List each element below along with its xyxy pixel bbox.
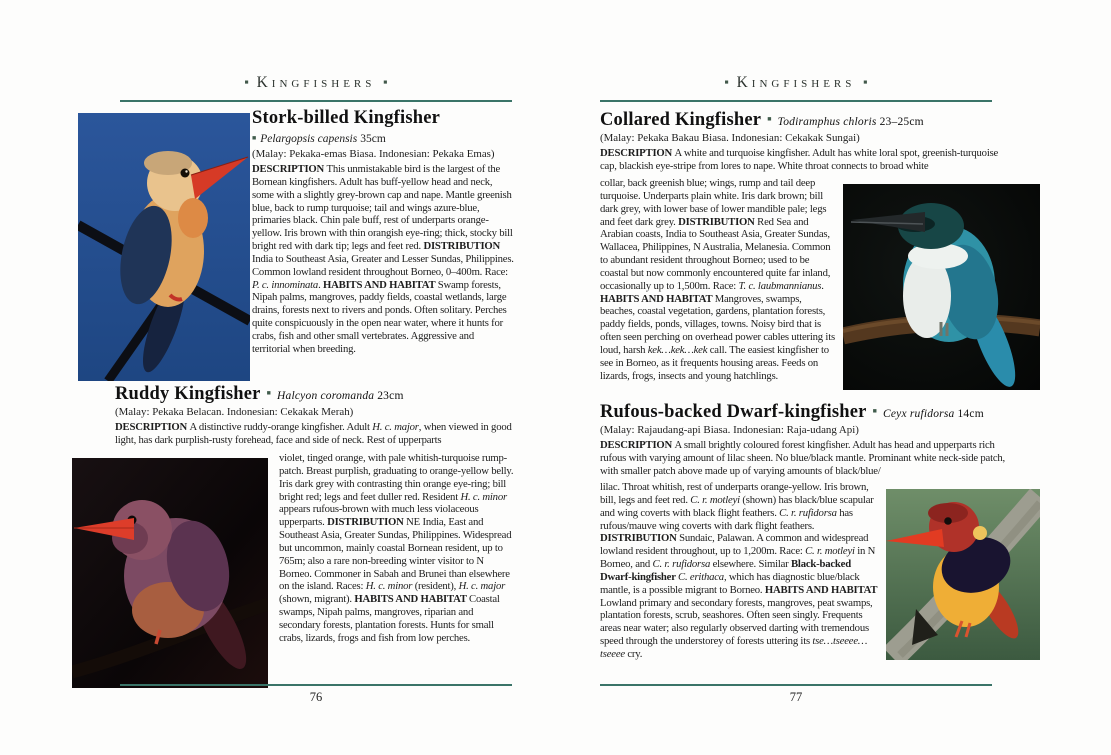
species-square-icon: ■ xyxy=(252,134,257,142)
collared-kingfisher-photo xyxy=(843,184,1040,390)
species-heading xyxy=(600,110,1014,131)
header-rule xyxy=(120,100,512,102)
species-description-continued: violet, tinged orange, with pale whitish-turquoise rump-patch. Breast purplish, graduating to orange-yellow belly. Iris dark grey with contrasting thin orange eye-ring; bill bright red; legs and feet duller red. Resident H. c. minor appears rufous-brown with much less violaceous upperparts. DISTRIBUTION NE India, East and Southeast Asia, Greater Sundas, Philippines. Widespread but uncommon, mainly coastal Bornean resident, up to 765m; also a rare non-breeding winter visitor to N Borneo. Commoner in Sabah and Brunei than elsewhere on the island. Races: H. c. minor (resident), H. c. major (shown, migrant). HABITS AND HABITAT Coastal swamps, Nipah palms, mangroves, riparian and secondary forests, plantation forests. Hunts for small crabs, lizards, frogs and fish from low perches. xyxy=(279,452,514,644)
running-header-title: Kingfishers xyxy=(256,74,376,91)
species-description-continued: lilac. Throat whitish, rest of underparts orange-yellow. Iris brown, bill, legs and feet red. C. r. motleyi (shown) has black/blue scapular and wing coverts with black flight feathers. C. r. rufidorsa has rufous/mauve wing coverts with dark flight feathers. DISTRIBUTION Sundaic, Palawan. A common and widespread lowland resident throughout, up to 1,200m. Race: C. r. motleyi in N Borneo, and C. r. rufidorsa elsewhere. Similar Black-backed Dwarf-kingfisher C. erithaca, which has diagnostic blue/black mantle, is a possible migrant to Borneo. HABITS AND HABITAT Lowland primary and secondary forests, mangroves, peat swamps, plantation forests, scrub, seashores. Often seen singly. Frequents areas near water; also regularly observed darting with tremendous speed through the understorey of forests uttering its tse…tseeee…tseeee cry. xyxy=(600,481,878,660)
species-entry-stork-billed xyxy=(252,108,514,356)
species-square-icon: ■ xyxy=(872,407,877,415)
running-header-left xyxy=(120,74,512,92)
species-description-intro: DESCRIPTION A white and turquoise kingfisher. Adult has white loral spot, greenish-turquoise cap, blackish eye-stripe from lores to nape. White throat connects to broad white xyxy=(600,147,999,172)
rufous-backed-dwarf-kingfisher-illustration xyxy=(886,489,1040,660)
species-entry-rufous-backed xyxy=(600,402,1014,478)
local-names: (Malay: Pekaka-emas Biasa. Indonesian: Pekaka Emas) xyxy=(252,148,495,160)
page-number: 77 xyxy=(789,690,803,704)
species-description-intro: DESCRIPTION A distinctive ruddy-orange kingfisher. Adult H. c. major, when viewed in good light, has dark purplish-rusty forehead, face and side of neck. Rest of upperparts xyxy=(115,421,512,446)
species-heading xyxy=(600,402,1014,423)
ruddy-kingfisher-illustration xyxy=(72,458,268,688)
species-size: 23–25cm xyxy=(879,116,924,128)
footer-rule xyxy=(600,684,992,686)
local-names: (Malay: Rajaudang-api Biasa. Indonesian: Raja-udang Api) xyxy=(600,424,859,436)
local-names: (Malay: Pekaka Bakau Biasa. Indonesian: Cekakak Sungai) xyxy=(600,132,860,144)
header-rule xyxy=(600,100,992,102)
scientific-name: Pelargopsis capensis xyxy=(260,133,358,145)
running-header-title: Kingfishers xyxy=(736,74,856,91)
header-square-icon: ■ xyxy=(724,79,729,86)
species-title: Stork-billed Kingfisher xyxy=(252,108,441,128)
scientific-name: Todiramphus chloris xyxy=(777,116,877,128)
species-title: Collared Kingfisher xyxy=(600,110,762,130)
scientific-name: Halcyon coromanda xyxy=(277,390,375,402)
scientific-name: Ceyx rufidorsa xyxy=(883,408,955,420)
species-title: Rufous-backed Dwarf-kingfisher xyxy=(600,402,867,422)
species-size: 23cm xyxy=(377,390,404,402)
ruddy-kingfisher-photo xyxy=(72,458,268,688)
stork-billed-kingfisher-illustration xyxy=(78,113,250,381)
rufous-backed-dwarf-kingfisher-photo xyxy=(886,489,1040,660)
species-square-icon: ■ xyxy=(767,115,772,123)
species-square-icon: ■ xyxy=(266,389,272,397)
header-square-icon: ■ xyxy=(244,79,249,86)
species-description-continued: collar, back greenish blue; wings, rump and tail deep turquoise. Underparts plain white. Iris dark brown; bill dark grey, with lower base of lower mandible pale; legs and feet dark grey. DISTRIBUTION Red Sea and Arabian coasts, India to Southeast Asia, Greater Sundas, Wallacea, Philippines, N Australia, Melanesia. Common to abundant resident throughout Borneo; used to be coastal but now commonly encountered quite far inland, occasionally up to 1,500m. Race: T. c. laubmannianus. HABITS AND HABITAT Mangroves, swamps, beaches, coastal vegetation, gardens, plantation forests, paddy fields, ponds, villages, towns. Noisy bird that is often seen perching on overhead power cables uttering its loud, harsh kek…kek…kek call. The easiest kingfisher to see in Borneo, as it frequents housing areas. Feeds on lizards, frogs, insects and young hatchlings. xyxy=(600,177,835,382)
species-description: DESCRIPTION This unmistakable bird is the largest of the Bornean kingfishers. Adult has buff-yellow head and neck, some with a slightly grey-brown cap and nape. Mantle greenish blue, back to rump turquoise; tail and wings azure-blue, primaries black. Chin pale buff, rest of underparts orange-yellow. Iris brown with thin orangish eye-ring; thick, stocky bill bright red with dark tip; legs and feet red. DISTRIBUTION India to Southeast Asia, Greater and Lesser Sundas, Philippines. Common lowland resident throughout Borneo, 0–400m. Race: P. c. innominata. HABITS AND HABITAT Swamp forests, Nipah palms, mangroves, paddy fields, coastal wetlands, large drains, forests next to rivers and ponds. Often solitary. Perches quite conspicuously in the open near water, where it hunts for crabs, fish and other small vertebrates. Aggressive and territorial when breeding. xyxy=(252,163,514,355)
species-entry-ruddy xyxy=(115,384,514,447)
local-names: (Malay: Pekaka Belacan. Indonesian: Cekakak Merah) xyxy=(115,406,354,418)
species-name-line xyxy=(252,129,514,147)
header-square-icon: ■ xyxy=(383,79,388,86)
footer-rule xyxy=(120,684,512,686)
collared-kingfisher-illustration xyxy=(843,184,1040,390)
species-size: 14cm xyxy=(957,408,984,420)
species-entry-collared xyxy=(600,110,1014,173)
page-number: 76 xyxy=(309,690,323,704)
species-description-intro: DESCRIPTION A small brightly coloured forest kingfisher. Adult has head and upperparts rich rufous with varying amount of lilac sheen. No blue/black mantle. Prominant white neck-side patch, with smaller patch above made up of varying amounts of black/blue/ xyxy=(600,439,1006,477)
header-square-icon: ■ xyxy=(863,79,868,86)
species-heading xyxy=(115,384,514,405)
species-size: 35cm xyxy=(360,133,386,145)
running-header-right xyxy=(600,74,992,92)
stork-billed-kingfisher-photo xyxy=(78,113,250,381)
species-title: Ruddy Kingfisher xyxy=(115,384,261,404)
